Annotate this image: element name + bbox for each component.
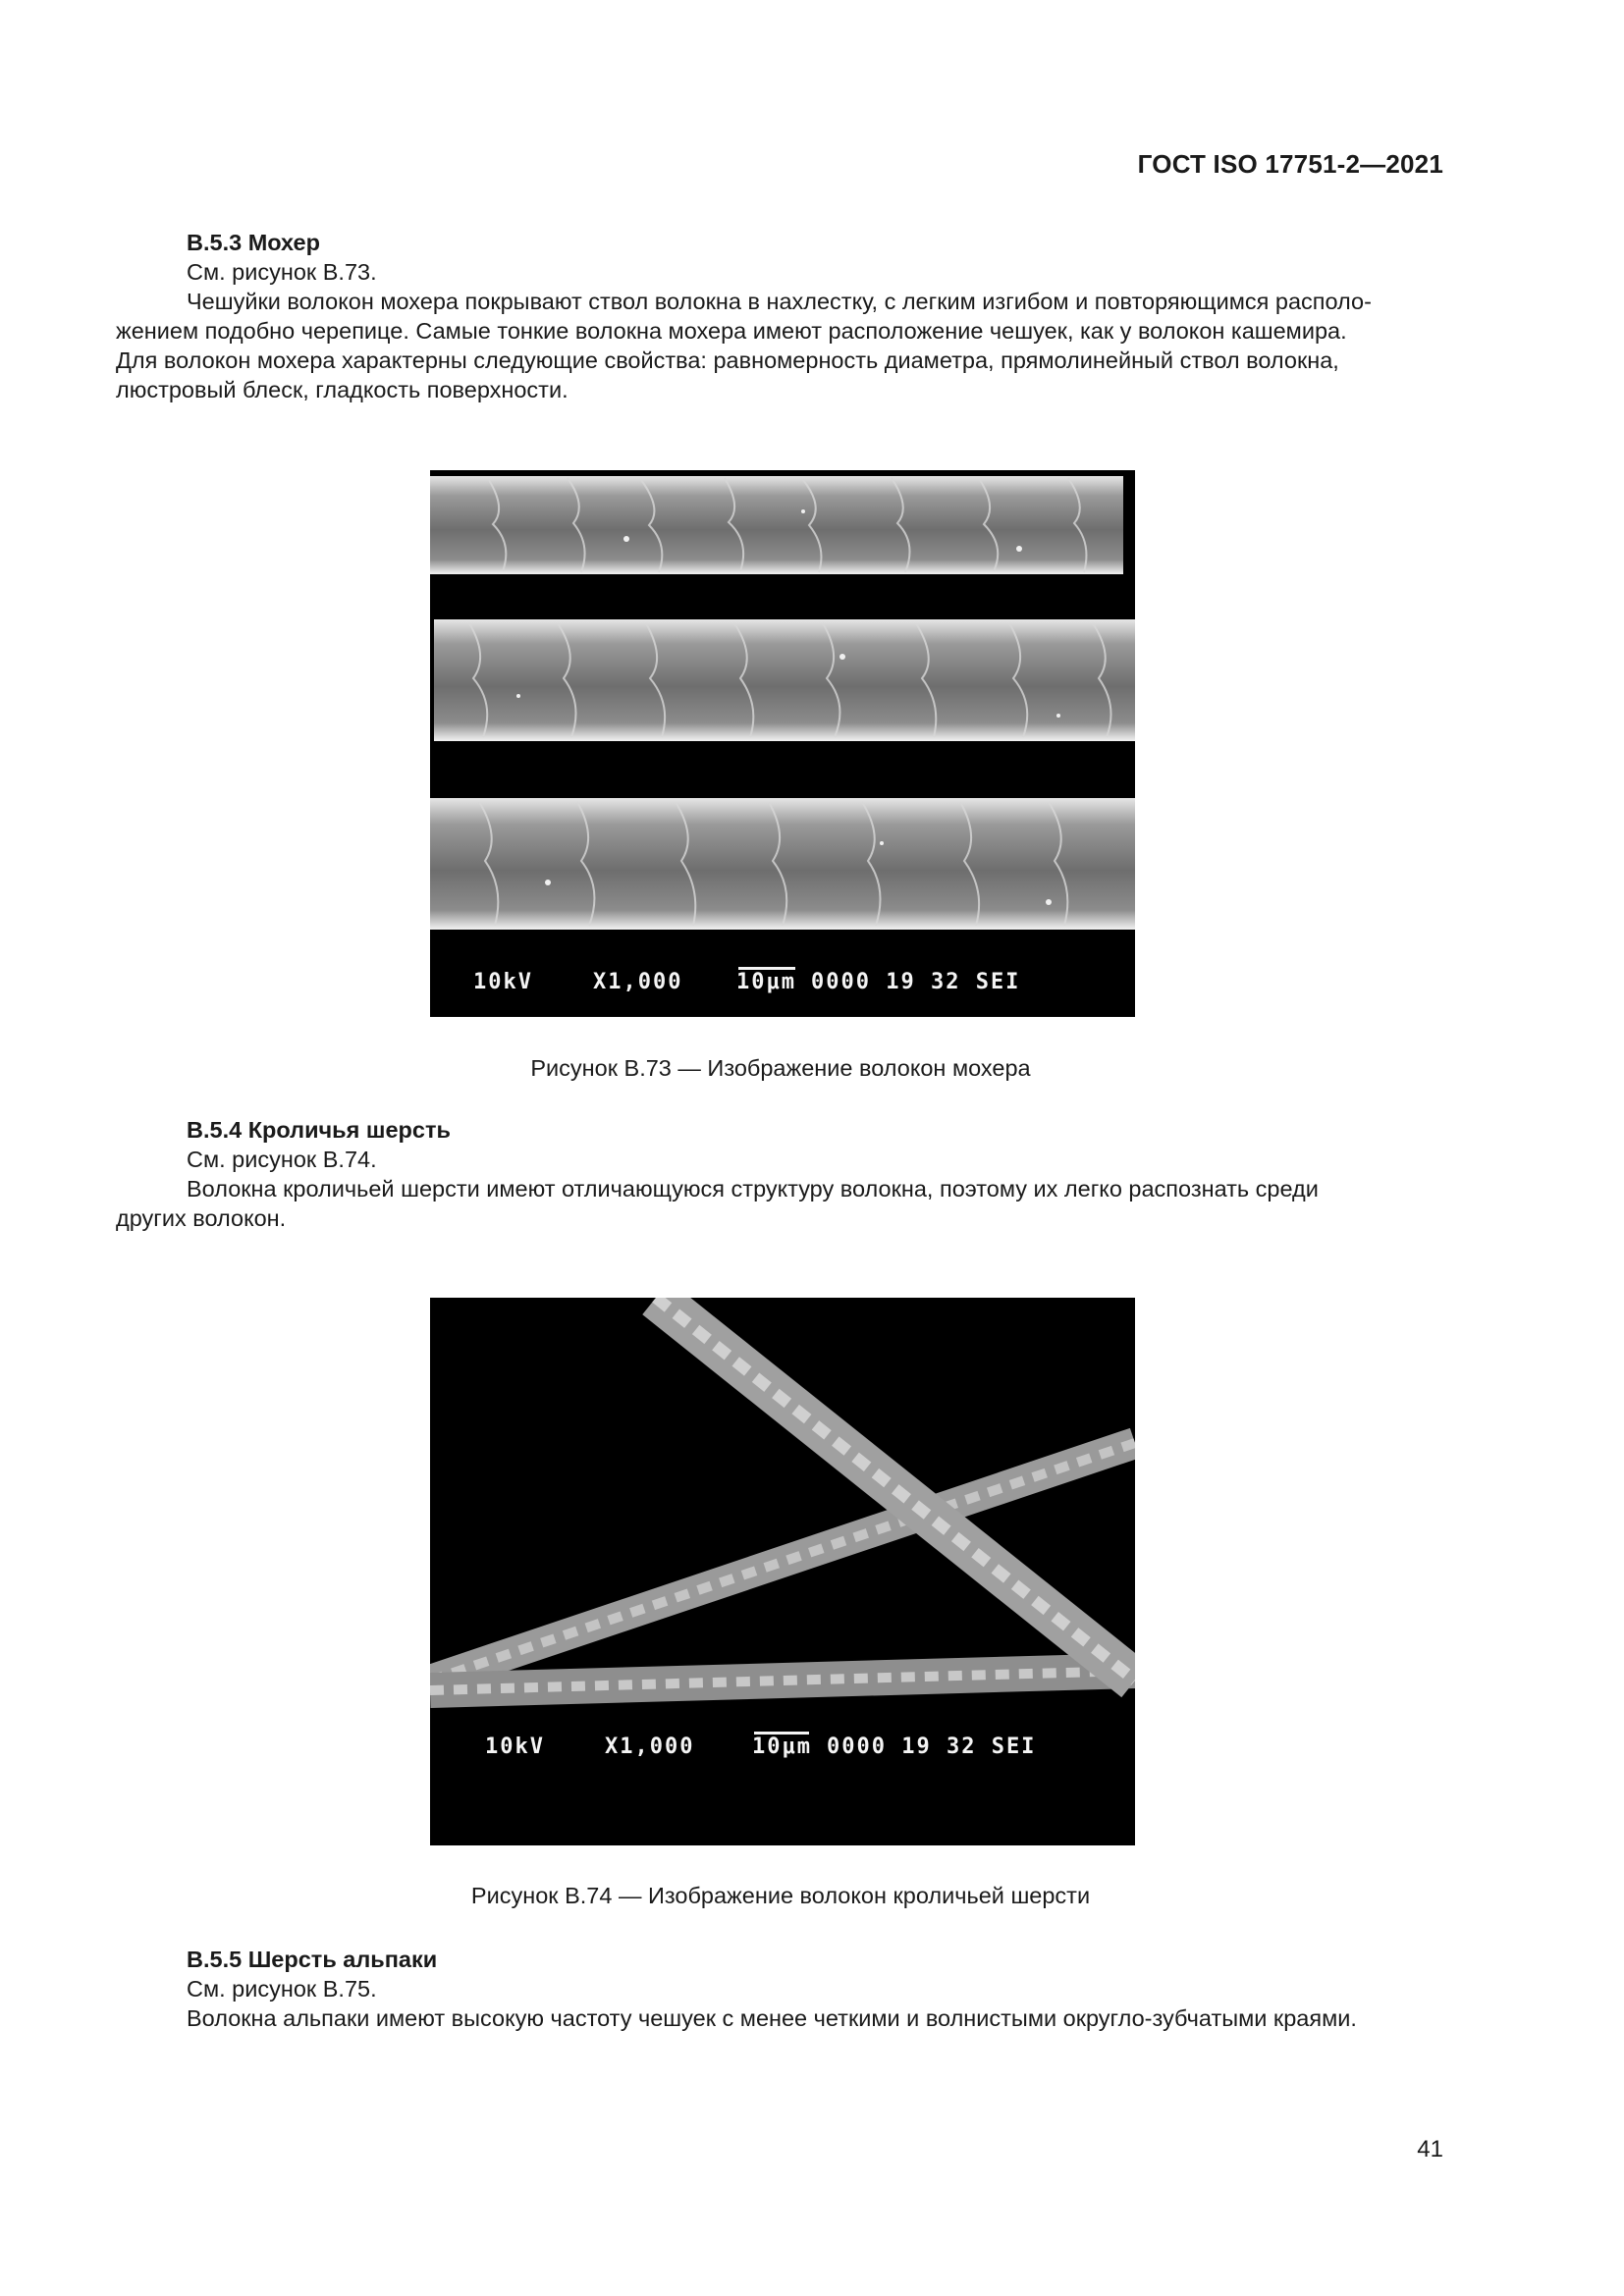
mohair-fibers-illustration (430, 470, 1135, 1017)
page-number: 41 (1417, 2136, 1443, 2163)
sem-scale: 10μm (736, 970, 796, 994)
section-mohair (116, 228, 1443, 404)
sem-info: 0000 19 32 SEI (827, 1735, 1037, 1759)
sem-info: 0000 19 32 SEI (811, 970, 1021, 994)
figure-caption-b74: Рисунок B.74 — Изображение волокон кроличьей шерсти (470, 1883, 1091, 1908)
sem-image-mohair (430, 470, 1135, 1017)
paragraph-line: жением подобно черепице. Самые тонкие волокна мохера имеют расположение чешуек, как у волокон кашемира. (116, 318, 1347, 344)
section-heading: B.5.3 Мохер (187, 230, 320, 255)
sem-magnification: X1,000 (593, 970, 683, 994)
section-rabbit-hair (116, 1115, 1443, 1233)
sem-scale: 10μm (752, 1735, 812, 1759)
figure-reference: См. рисунок B.74. (187, 1147, 377, 1172)
paragraph-line: Чешуйки волокон мохера покрывают ствол волокна в нахлестку, с легким изгибом и повторяющимся располо- (187, 289, 1372, 314)
paragraph-line: Волокна кроличьей шерсти имеют отличающуюся структуру волокна, поэтому их легко распознать среди (187, 1176, 1319, 1201)
paragraph-line: люстровый блеск, гладкость поверхности. (116, 377, 568, 402)
paragraph-line: Для волокон мохера характерны следующие свойства: равномерность диаметра, прямолинейный ствол волокна, (116, 347, 1339, 373)
paragraph-line: других волокон. (116, 1205, 287, 1231)
section-heading: B.5.5 Шерсть альпаки (187, 1947, 438, 1972)
paragraph-line: Волокна альпаки имеют высокую частоту чешуек с менее четкими и волнистыми округло-зубчатыми краями. (187, 2005, 1357, 2031)
sem-image-rabbit-hair (430, 1298, 1135, 1845)
document-code-header: ГОСТ ISO 17751-2—2021 (1137, 149, 1443, 179)
sem-voltage: 10kV (473, 970, 533, 994)
figure-reference: См. рисунок B.75. (187, 1976, 377, 2002)
section-heading: B.5.4 Кроличья шерсть (187, 1117, 451, 1143)
rabbit-fibers-illustration (430, 1298, 1135, 1845)
figure-caption-b73: Рисунок B.73 — Изображение волокон мохера (530, 1055, 1031, 1081)
figure-reference: См. рисунок B.73. (187, 259, 377, 285)
sem-voltage: 10kV (485, 1735, 545, 1759)
sem-magnification: X1,000 (605, 1735, 695, 1759)
section-alpaca-wool (116, 1945, 1443, 2033)
